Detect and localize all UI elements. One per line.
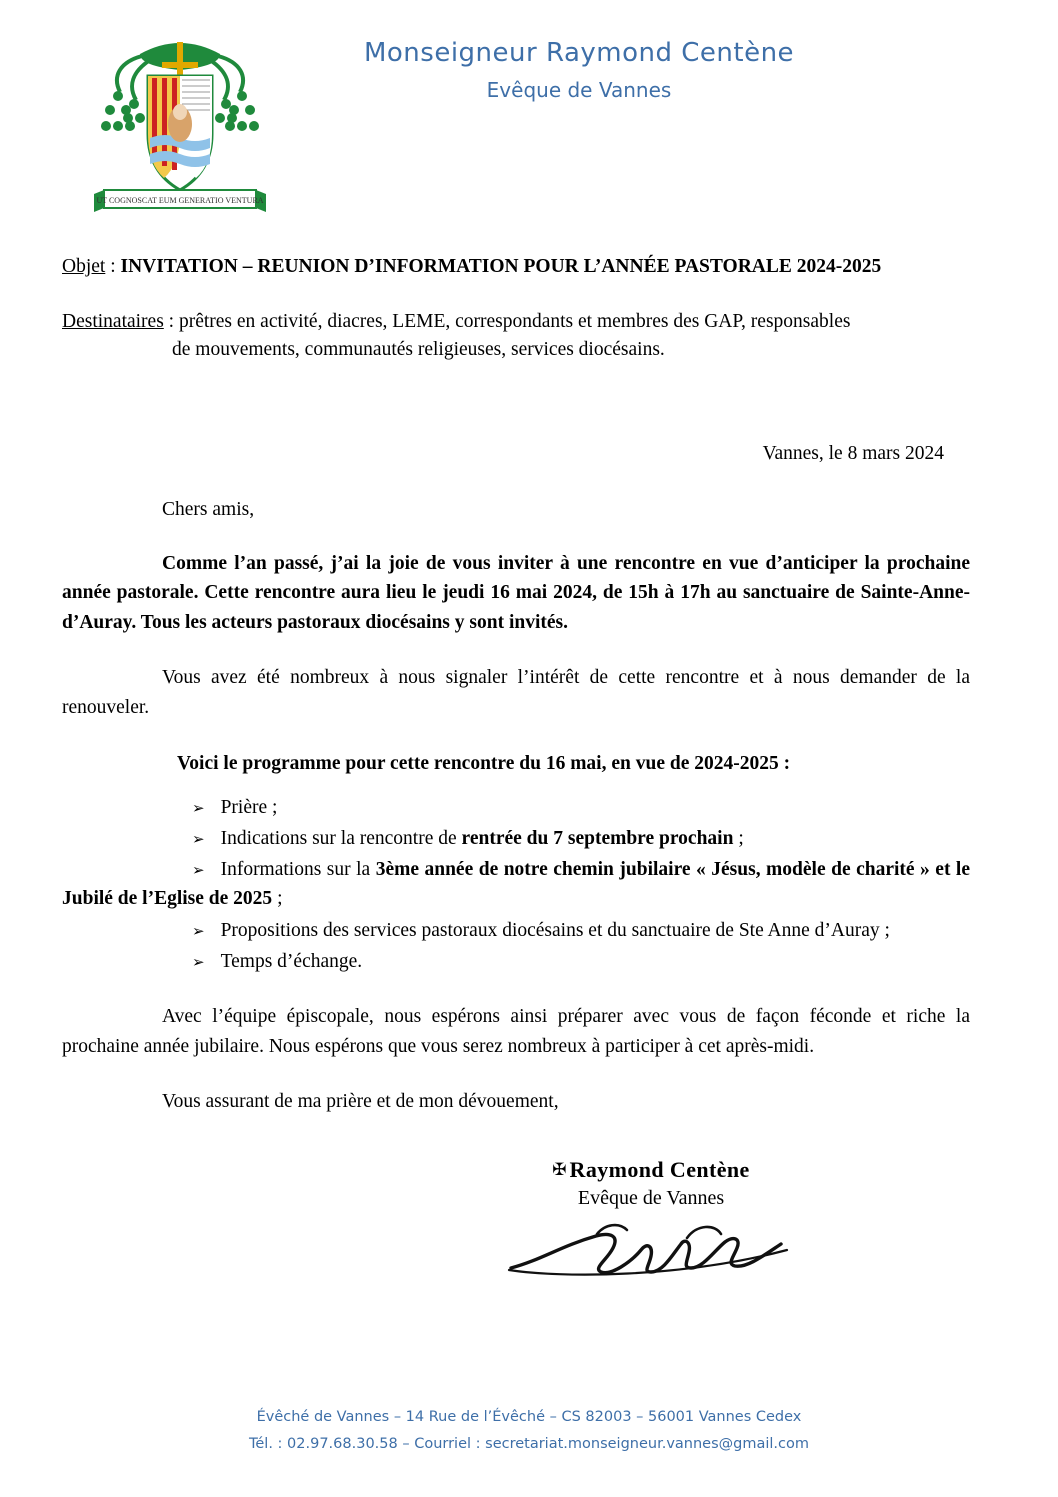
footer-contact: Tél. : 02.97.68.30.58 – Courriel : secretariat.monseigneur.vannes@gmail.com [248, 1436, 809, 1453]
arrow-bullet-icon: ➢ [192, 863, 205, 880]
cross-icon: ✠ [552, 1160, 567, 1180]
letterhead-titles [280, 14, 998, 102]
handwritten-signature-icon [332, 1216, 970, 1286]
subject-line [62, 256, 970, 278]
recipients-line-1: prêtres en activité, diacres, LEME, correspondants et membres des GAP, responsables [178, 311, 851, 332]
recipients-separator: : [163, 311, 179, 332]
list-item [62, 947, 970, 976]
list-item-text: Informations sur la [220, 859, 376, 881]
arrow-bullet-icon: ➢ [192, 800, 205, 817]
recipients-line-2: de mouvements, communautés religieuses, services diocésains. [172, 339, 665, 361]
footer-address: Évêché de Vannes – 14 Rue de l’Évêché – CS 82003 – 56001 Vannes Cedex [256, 1408, 802, 1425]
salutation: Chers amis, [162, 498, 255, 520]
paragraph-invitation: Comme l’an passé, j’ai la joie de vous inviter à une rencontre en vue d’anticiper la prochaine année pastorale. Cette rencontre aura lieu le jeudi 16 mai 2024, de 15h à 17h au sanctuaire de Sainte-Anne-d’Auray. Tous les acteurs pastoraux diocésains y sont invités. [62, 552, 970, 633]
list-item-text: Propositions des services pastoraux diocésains et du sanctuaire de Ste Anne d’Auray ; [220, 919, 890, 941]
list-item [62, 855, 970, 914]
list-item-emphasis: rentrée du 7 septembre prochain [461, 827, 734, 849]
list-item-text: Indications sur la rencontre de [220, 827, 462, 849]
signature-role: Evêque de Vannes [577, 1187, 725, 1210]
paragraph-conclusion: Avec l’équipe épiscopale, nous espérons ainsi préparer avec vous de façon féconde et riche la prochaine année jubilaire. Nous espérons que vous serez nombreux à participer à cet après-midi. [62, 1006, 970, 1057]
arrow-bullet-icon: ➢ [192, 831, 205, 848]
signature-block [62, 1157, 970, 1286]
subject-text: INVITATION – REUNION D’INFORMATION POUR L’ANNÉE PASTORALE 2024-2025 [120, 256, 882, 277]
programme-heading: Voici le programme pour cette rencontre du 16 mai, en vue de 2024-2025 : [177, 752, 791, 774]
list-item-emphasis: 3ème année de notre chemin jubilaire « Jésus, modèle de charité » et le Jubilé de l’Eglise de 2025 [62, 859, 971, 910]
subject-label: Objet [62, 256, 106, 277]
arrow-bullet-icon: ➢ [192, 954, 205, 971]
svg-text:UT COGNOSCAT EUM GENERATIO VEN: UT COGNOSCAT EUM GENERATIO VENTURA [96, 196, 264, 205]
programme-list [62, 793, 970, 977]
list-item-suffix: ; [733, 827, 744, 849]
recipients-line [62, 308, 970, 365]
letterhead [0, 0, 1058, 230]
bishop-name: Monseigneur Raymond Centène [363, 38, 795, 68]
letter-body [0, 256, 1058, 1286]
arrow-bullet-icon: ➢ [192, 923, 205, 940]
list-item [62, 824, 970, 853]
place-date-line: Vannes, le 8 mars 2024 [762, 442, 944, 464]
signature-name: Raymond Centène [569, 1157, 750, 1183]
list-item-text: Temps d’échange. [220, 950, 363, 972]
list-item [62, 916, 970, 945]
signature-name-row [332, 1157, 970, 1183]
subject-separator: : [105, 256, 121, 277]
closing-line: Vous assurant de ma prière et de mon dévouement, [162, 1091, 559, 1113]
bishop-role: Evêque de Vannes [486, 78, 672, 102]
paragraph-feedback: Vous avez été nombreux à nous signaler l’intérêt de cette rencontre et à nous demander de la renouveler. [62, 667, 970, 719]
list-item [62, 793, 970, 822]
list-item-text: Prière ; [220, 796, 278, 818]
recipients-label: Destinataires [62, 311, 164, 332]
coat-of-arms-icon [80, 14, 280, 229]
footer [0, 1404, 1058, 1459]
list-item-suffix: ; [272, 888, 283, 910]
